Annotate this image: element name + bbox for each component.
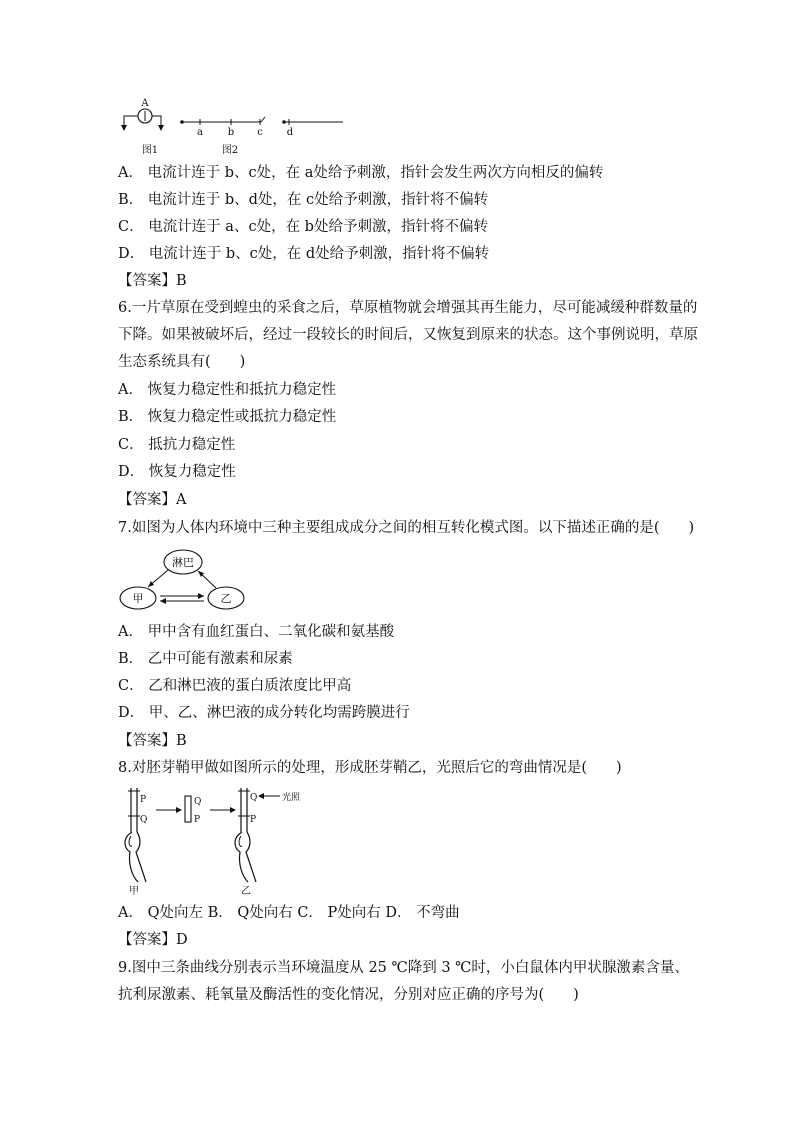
body-fluid-diagram — [118, 546, 248, 614]
q6-option-c: C． 抵抗力稳定性 — [118, 437, 236, 453]
q6-stem-line-1: 6.一片草原在受到蝗虫的采食之后，草原植物就会增强其再生能力，尽可能减缓种群数量的 — [118, 300, 698, 316]
svg-text:Q: Q — [140, 815, 148, 825]
svg-text:P: P — [250, 815, 257, 825]
point-c: c — [257, 127, 263, 138]
point-a: a — [197, 127, 203, 138]
q9-stem-line-1: 9.图中三条曲线分别表示当环境温度从 25 ℃降到 3 ℃时，小白鼠体内甲状腺激素含量、 — [118, 960, 689, 976]
q7-option-a: A． 甲中含有血红蛋白、二氧化碳和氨基酸 — [118, 624, 395, 640]
q8-stem: 8.对胚芽鞘甲做如图所示的处理，形成胚芽鞘乙，光照后它的弯曲情况是( ) — [118, 760, 622, 776]
q6-stem-line-2: 下降。如果被破坏后，经过一段较长的时间后，又恢复到原来的状态。这个事例说明，草原 — [118, 327, 698, 343]
q5-option-a: A． 电流计连于 b、c处，在 a处给予刺激，指针会发生两次方向相反的偏转 — [118, 165, 604, 181]
q6-stem-line-3: 生态系统具有( ) — [118, 354, 246, 370]
q7-option-d: D． 甲、乙、淋巴液的成分转化均需跨膜进行 — [118, 705, 410, 721]
light-label: 光照 — [282, 793, 301, 803]
meter-label: A — [141, 98, 149, 109]
svg-text:Q: Q — [194, 797, 202, 807]
q7-option-c: C． 乙和淋巴液的蛋白质浓度比甲高 — [118, 678, 352, 694]
svg-text:乙: 乙 — [220, 592, 232, 605]
q5-option-d: D． 电流计连于 b、c处，在 d处给予刺激，指针将不偏转 — [118, 246, 490, 262]
point-d: d — [286, 127, 294, 138]
q5-answer: 【答案】B — [118, 273, 187, 289]
figure-2-caption: 图2 — [221, 145, 239, 156]
q7-answer: 【答案】B — [118, 733, 187, 749]
svg-text:淋巴: 淋巴 — [172, 556, 194, 569]
label-yi: 乙 — [241, 886, 251, 896]
q6-option-d: D． 恢复力稳定性 — [118, 464, 236, 480]
q7-option-b: B． 乙中可能有激素和尿素 — [118, 651, 293, 667]
q6-answer: 【答案】A — [118, 492, 187, 508]
q5-option-c: C． 电流计连于 a、c处，在 b处给予刺激，指针将不偏转 — [118, 219, 488, 235]
svg-text:Q: Q — [250, 793, 258, 803]
coleoptile-diagram — [118, 786, 318, 896]
q8-answer: 【答案】D — [118, 932, 188, 948]
q5-option-b: B． 电流计连于 b、d处，在 c处给予刺激，指针将不偏转 — [118, 192, 489, 208]
nerve-conduction-figure — [118, 96, 358, 158]
q6-option-a: A． 恢复力稳定性和抵抗力稳定性 — [118, 382, 337, 398]
q8-options: A． Q处向左 B． Q处向右 C． P处向右 D． 不弯曲 — [118, 905, 460, 921]
q7-stem: 7.如图为人体内环境中三种主要组成成分之间的相互转化模式图。以下描述正确的是( ) — [118, 520, 695, 536]
q6-option-b: B． 恢复力稳定性或抵抗力稳定性 — [118, 409, 337, 425]
svg-text:甲: 甲 — [132, 592, 144, 605]
label-jia: 甲 — [129, 886, 139, 896]
q9-stem-line-2: 抗利尿激素、耗氧量及酶活性的变化情况，分别对应正确的序号为( ) — [118, 987, 579, 1003]
figure-1-caption: 图1 — [141, 145, 159, 156]
svg-text:P: P — [140, 795, 147, 805]
excised-segment — [185, 796, 191, 822]
svg-text:P: P — [194, 815, 201, 825]
point-b: b — [227, 127, 235, 138]
